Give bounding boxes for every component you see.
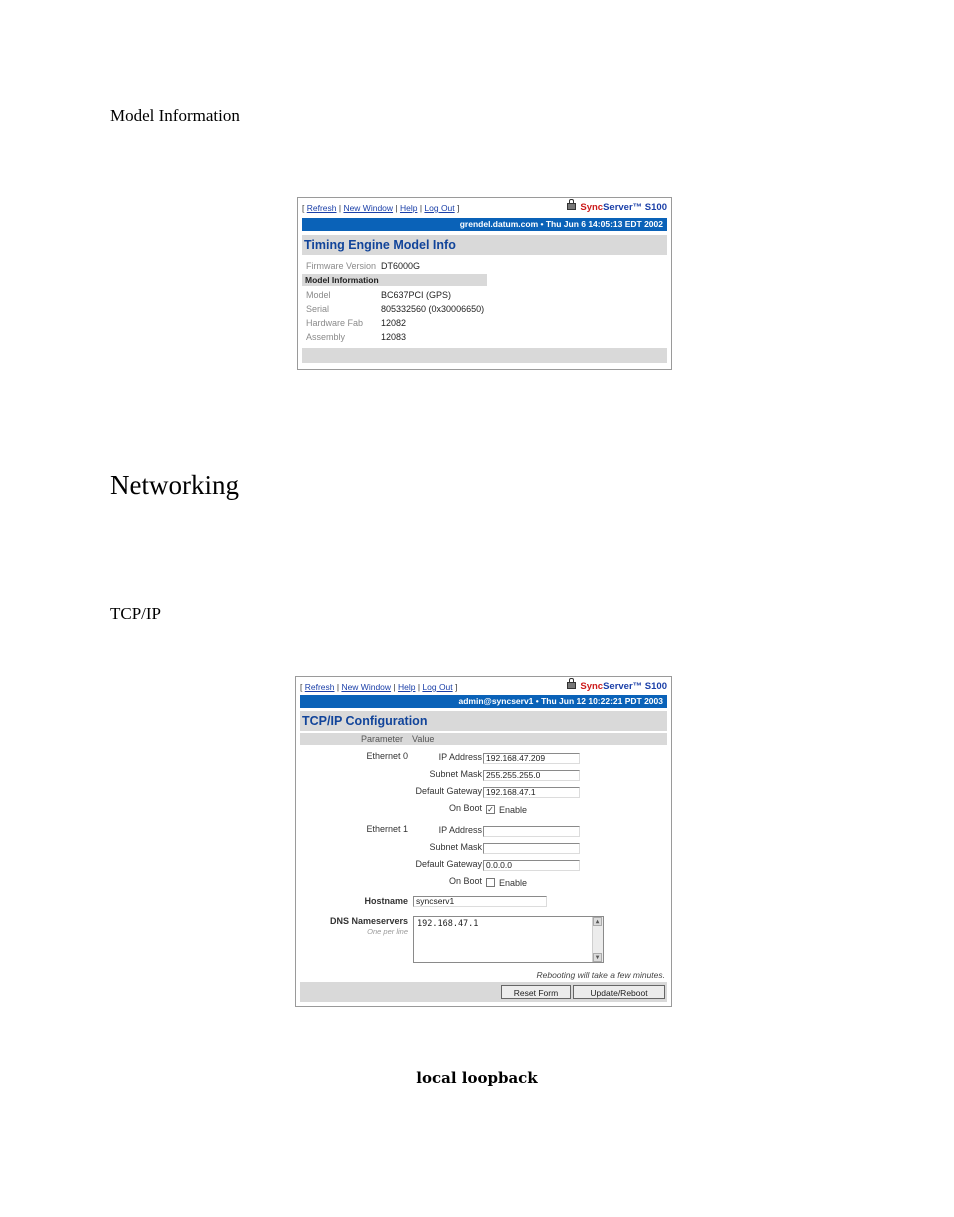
dns-nameservers-textarea[interactable]	[413, 916, 604, 963]
eth0-gateway-label: Default Gateway	[415, 786, 482, 796]
info-label: Serial	[306, 304, 330, 314]
brand-server: Server™ S100	[603, 681, 667, 692]
eth1-onboot-label: On Boot	[448, 876, 482, 886]
info-label: Model	[306, 290, 331, 300]
refresh-link[interactable]: Refresh	[304, 682, 335, 692]
eth1-enable-label: Enable	[499, 878, 528, 888]
eth1-gateway-label: Default Gateway	[415, 859, 482, 869]
help-link[interactable]: Help	[399, 203, 418, 213]
tcpip-config-screenshot	[295, 676, 672, 1007]
brand-sync: Sync	[580, 681, 604, 692]
value-column-header: Value	[412, 734, 435, 744]
info-value: 805332560 (0x30006650)	[381, 304, 485, 314]
brand-sync: Sync	[580, 202, 604, 213]
eth0-mask-input[interactable]	[483, 770, 580, 781]
top-bar	[302, 203, 667, 215]
parameter-column-header: Parameter	[361, 734, 404, 744]
new-window-link[interactable]: New Window	[343, 203, 394, 213]
tcpip-heading: TCP/IP	[110, 604, 162, 623]
brand-logo	[567, 202, 667, 213]
info-value: BC637PCI (GPS)	[381, 290, 452, 300]
scroll-down-icon[interactable]: ▼	[593, 953, 602, 962]
networking-heading: Networking	[110, 470, 239, 500]
nav-links: [ Refresh | New Window | Help | Log Out ]	[300, 682, 458, 692]
info-value: 12083	[381, 332, 407, 342]
eth1-gateway-input[interactable]	[483, 860, 580, 871]
section-heading: Model Information	[302, 274, 487, 286]
ethernet1-label: Ethernet 1	[366, 824, 408, 834]
reset-form-button[interactable]: Reset Form	[501, 985, 571, 999]
page-title: TCP/IP Configuration	[302, 714, 428, 728]
page-title: Timing Engine Model Info	[304, 238, 456, 252]
eth0-onboot-label: On Boot	[448, 803, 482, 813]
dns-text: 192.168.47.1	[417, 919, 479, 929]
model-info-screenshot	[297, 197, 672, 370]
log-out-link[interactable]: Log Out	[422, 682, 453, 692]
brand-logo	[567, 681, 667, 692]
dns-nameservers-label: DNS Nameservers	[329, 916, 408, 926]
eth0-ip-label: IP Address	[438, 752, 482, 762]
eth1-mask-input[interactable]	[483, 843, 580, 854]
eth0-mask-label: Subnet Mask	[429, 769, 482, 779]
dns-scrollbar[interactable]	[592, 917, 603, 962]
lock-icon	[567, 203, 576, 210]
eth1-mask-label: Subnet Mask	[429, 842, 482, 852]
model-information-heading: Model Information	[110, 106, 240, 125]
reboot-note: Rebooting will take a few minutes.	[536, 970, 665, 980]
local-loopback-caption: local loopback	[416, 1069, 538, 1087]
column-header-row	[300, 733, 667, 745]
info-value: 12082	[381, 318, 407, 328]
info-label: Assembly	[306, 332, 346, 342]
page-title-bar	[302, 235, 667, 255]
eth1-ip-label: IP Address	[438, 825, 482, 835]
nav-links: [ Refresh | New Window | Help | Log Out ]	[302, 203, 460, 213]
dns-hint: One per line	[367, 927, 408, 936]
scroll-up-icon[interactable]: ▲	[593, 917, 602, 926]
log-out-link[interactable]: Log Out	[424, 203, 455, 213]
info-label: Hardware Fab	[306, 318, 364, 328]
eth0-gateway-input[interactable]	[483, 787, 580, 798]
brand-server: Server™ S100	[603, 202, 667, 213]
firmware-label: Firmware Version	[306, 261, 377, 271]
new-window-link[interactable]: New Window	[341, 682, 392, 692]
eth1-ip-input[interactable]	[483, 826, 580, 837]
help-link[interactable]: Help	[397, 682, 416, 692]
eth0-enable-label: Enable	[499, 805, 528, 815]
top-bar	[300, 682, 667, 694]
lock-icon	[567, 682, 576, 689]
eth1-enable-checkbox[interactable]	[486, 878, 495, 887]
hostname-label: Hostname	[364, 896, 408, 906]
eth0-enable-checkbox[interactable]: ✓	[487, 805, 494, 814]
firmware-value: DT6000G	[381, 261, 421, 271]
update-reboot-button[interactable]: Update/Reboot	[573, 985, 665, 999]
status-bar: admin@syncserv1 • Thu Jun 12 10:22:21 PDT 2003	[300, 695, 667, 708]
status-bar: grendel.datum.com • Thu Jun 6 14:05:13 EDT 2002	[302, 218, 667, 231]
ethernet0-label: Ethernet 0	[366, 751, 408, 761]
refresh-link[interactable]: Refresh	[306, 203, 337, 213]
page-title-bar	[300, 711, 667, 731]
eth0-ip-input[interactable]	[483, 753, 580, 764]
hostname-input[interactable]	[413, 896, 547, 907]
footer-bar	[302, 348, 667, 363]
